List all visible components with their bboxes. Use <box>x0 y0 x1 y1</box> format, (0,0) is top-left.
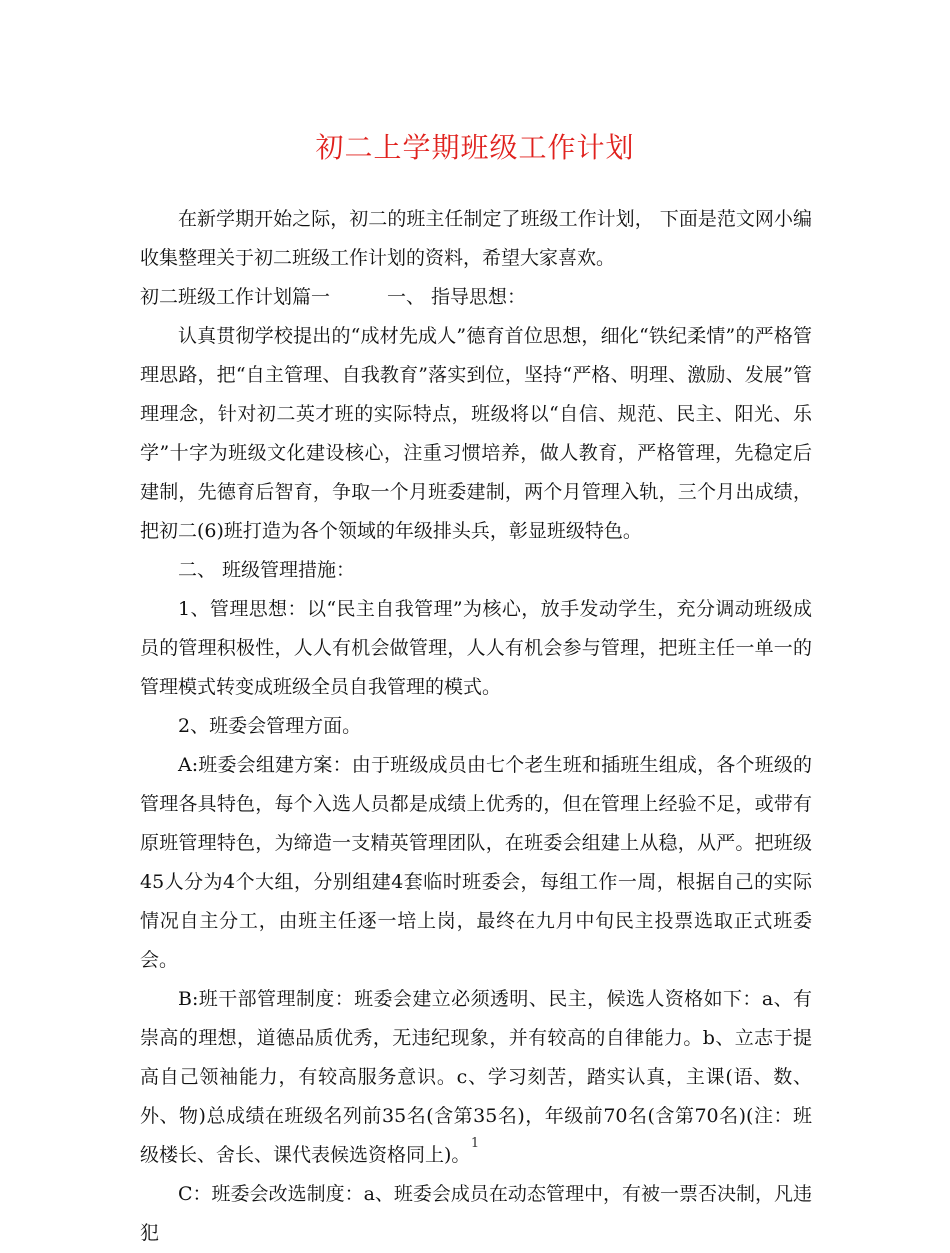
guiding-ideas-paragraph: 认真贯彻学校提出的“成材先成人”德育首位思想，细化“铁纪柔情”的严格管理思路，把“自主管理、自我教育”落实到位，坚持“严格、明理、激励、发展”管理理念，针对初二英才班的实际特点，班级将以“自信、规范、民主、阳光、乐学”十字为班级文化建设核心，注重习惯培养，做人教育，严格管理，先稳定后建制，先德育后智育，争取一个月班委建制，两个月管理入轨，三个月出成绩，把初二(6)班打造为各个领域的年级排头兵，彰显班级特色。 <box>140 325 812 542</box>
cadre-rules-paragraph: B:班干部管理制度：班委会建立必须透明、民主，候选人资格如下：a、有崇高的理想，道德品质优秀，无违纪现象，并有较高的自律能力。b、立志于提高自己领袖能力，有较高服务意识。c、学习刻苦，踏实认真，主课(语、数、外、物)总成绩在班级名列前35名(含第35名)，年级前70名(含第70名)(注：班级楼长、舍长、课代表候选资格同上)。 <box>140 988 812 1166</box>
section-heading-management-measures: 二、 班级管理措施： <box>178 559 356 581</box>
document-body <box>140 200 812 1253</box>
management-thought-paragraph: 1、管理思想：以“民主自我管理”为核心，放手发动学生，充分调动班级成员的管理积极性，人人有机会做管理，人人有机会参与管理，把班主任一单一的管理模式转变成班级全员自我管理的模式。 <box>140 598 812 698</box>
section-heading-guiding-ideas: 初二班级工作计划篇一 一、 指导思想： <box>140 286 527 308</box>
reelection-paragraph: C：班委会改选制度：a、班委会成员在动态管理中，有被一票否决制，凡违犯 <box>140 1183 812 1244</box>
intro-paragraph: 在新学期开始之际，初二的班主任制定了班级工作计划， 下面是范文网小编收集整理关于初二班级工作计划的资料，希望大家喜欢。 <box>140 208 812 269</box>
document-title: 初二上学期班级工作计划 <box>315 131 635 164</box>
class-committee-heading: 2、班委会管理方面。 <box>178 715 362 737</box>
committee-formation-paragraph: A:班委会组建方案：由于班级成员由七个老生班和插班生组成，各个班级的管理各具特色，每个入选人员都是成绩上优秀的，但在管理上经验不足，或带有原班管理特色，为缔造一支精英管理团队，在班委会组建上从稳，从严。把班级45人分为4个大组，分别组建4套临时班委会，每组工作一周，根据自己的实际情况自主分工，由班主任逐一培上岗，最终在九月中旬民主投票选取正式班委会。 <box>140 754 812 971</box>
page-number: 1 <box>470 1136 480 1151</box>
